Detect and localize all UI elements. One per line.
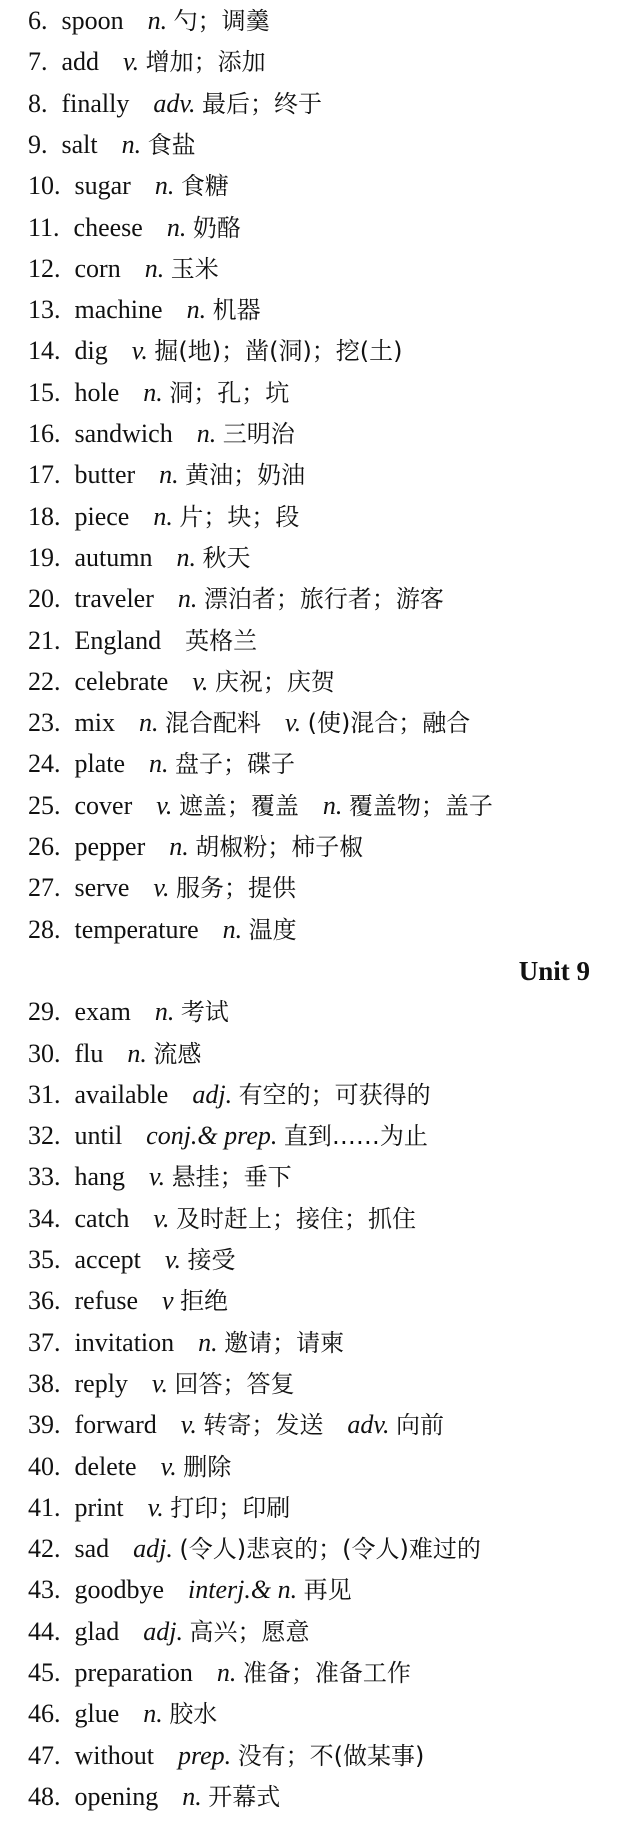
chinese-meaning: 玉米 <box>170 254 219 283</box>
vocab-entry <box>28 6 270 36</box>
definition <box>182 1782 280 1812</box>
part-of-speech: v. <box>147 1492 171 1522</box>
vocab-entry <box>28 1741 424 1771</box>
definition <box>153 89 322 119</box>
vocab-entry <box>28 460 305 490</box>
english-word: salt <box>61 129 98 159</box>
part-of-speech: v. <box>284 708 308 738</box>
definition <box>197 419 295 449</box>
english-word: reply <box>74 1368 128 1398</box>
definition <box>145 254 219 284</box>
chinese-meaning: 流感 <box>153 1039 202 1068</box>
part-of-speech: n. <box>222 914 249 944</box>
chinese-meaning: 增加；添加 <box>145 48 266 77</box>
chinese-meaning: 删除 <box>183 1452 232 1481</box>
english-word: without <box>74 1740 154 1770</box>
vocab-entry <box>28 1617 310 1647</box>
vocab-entry <box>28 708 470 738</box>
english-word: cheese <box>73 212 143 242</box>
english-word: hang <box>74 1162 126 1192</box>
english-word: plate <box>74 749 126 779</box>
definition <box>155 171 229 201</box>
english-word: available <box>74 1079 169 1109</box>
chinese-meaning: 三明治 <box>222 420 295 448</box>
chinese-meaning: 胡椒粉；柿子椒 <box>195 833 364 861</box>
chinese-meaning: 混合配料 <box>164 709 261 738</box>
english-word: cover <box>74 790 133 820</box>
definition <box>192 1080 430 1110</box>
definition <box>149 1162 292 1192</box>
part-of-speech: v. <box>160 1451 184 1481</box>
english-word: pepper <box>74 832 146 861</box>
part-of-speech: v. <box>131 336 155 366</box>
entry-number: 39. <box>28 1410 61 1440</box>
definition <box>156 791 299 821</box>
vocab-entry <box>28 667 335 697</box>
definition <box>132 336 403 366</box>
part-of-speech: v. <box>156 790 179 820</box>
part-of-speech: adv. <box>153 88 202 118</box>
chinese-meaning: 回答；答复 <box>174 1369 295 1398</box>
vocab-entry <box>28 1162 292 1192</box>
part-of-speech: n. <box>153 501 180 531</box>
definition <box>148 6 270 36</box>
english-word: spoon <box>61 6 124 35</box>
entry-number: 22. <box>28 666 61 696</box>
part-of-speech: v. <box>123 47 146 77</box>
vocab-entry <box>28 1286 228 1316</box>
entry-number: 21. <box>28 625 61 655</box>
entry-number: 10. <box>28 171 61 201</box>
english-word: catch <box>74 1203 130 1233</box>
chinese-meaning: 考试 <box>180 998 229 1027</box>
vocab-entry <box>28 1782 280 1812</box>
vocab-entry <box>28 832 363 862</box>
english-word: invitation <box>74 1327 175 1357</box>
chinese-meaning: 直到……为止 <box>283 1122 428 1151</box>
part-of-speech: v. <box>180 1410 204 1440</box>
chinese-meaning: 机器 <box>212 296 261 325</box>
chinese-meaning: 英格兰 <box>185 626 258 655</box>
entry-number: 9. <box>28 129 48 159</box>
part-of-speech: n. <box>177 584 204 614</box>
vocab-entry <box>28 543 251 573</box>
part-of-speech: n. <box>147 6 174 35</box>
vocab-entry <box>28 997 229 1027</box>
chinese-meaning: 拒绝 <box>180 1287 229 1316</box>
definition <box>178 584 444 614</box>
vocab-entry <box>28 791 493 821</box>
vocab-entry <box>28 873 296 903</box>
entry-number: 40. <box>28 1451 61 1481</box>
part-of-speech: interj.& n. <box>188 1575 304 1605</box>
chinese-meaning: 奶酪 <box>192 213 241 242</box>
vocab-entry <box>28 1575 352 1605</box>
entry-number: 34. <box>28 1203 61 1233</box>
entry-number: 41. <box>28 1492 61 1522</box>
english-word: autumn <box>74 542 153 572</box>
english-word: delete <box>74 1451 137 1481</box>
vocab-entry <box>28 1245 236 1275</box>
vocab-entry <box>28 1493 290 1523</box>
chinese-meaning: 邀请；请柬 <box>224 1328 345 1357</box>
vocab-entry <box>28 336 403 366</box>
entry-number: 15. <box>28 377 61 407</box>
english-word: until <box>74 1121 123 1151</box>
chinese-meaning: 勺；调羹 <box>173 7 270 35</box>
entry-number: 26. <box>28 832 61 861</box>
part-of-speech: n. <box>196 419 223 448</box>
chinese-meaning: 悬挂；垂下 <box>171 1163 292 1192</box>
english-word: dig <box>74 336 108 366</box>
vocab-entry <box>28 1452 231 1482</box>
entry-number: 46. <box>28 1699 61 1729</box>
english-word: preparation <box>74 1658 193 1687</box>
entry-number: 31. <box>28 1079 61 1109</box>
chinese-meaning: 没有；不(做某事) <box>237 1741 425 1770</box>
part-of-speech: v. <box>153 1203 176 1233</box>
entry-number: 25. <box>28 790 61 820</box>
vocab-entry <box>28 915 297 945</box>
english-word: piece <box>74 501 130 531</box>
vocab-entry <box>28 1328 344 1358</box>
vocab-entry <box>28 47 266 77</box>
chinese-meaning: 秋天 <box>202 543 251 572</box>
definition <box>187 295 261 325</box>
entry-number: 7. <box>28 47 48 77</box>
part-of-speech: n. <box>149 749 176 779</box>
english-word: traveler <box>74 584 154 614</box>
definition <box>162 1286 228 1316</box>
entry-number: 36. <box>28 1286 61 1316</box>
definition <box>148 1493 291 1523</box>
vocab-entry <box>28 626 257 656</box>
chinese-meaning: 温度 <box>248 915 297 944</box>
part-of-speech: adj. <box>143 1616 190 1646</box>
english-word: opening <box>74 1781 159 1811</box>
entry-number: 32. <box>28 1121 61 1151</box>
definition <box>169 832 363 862</box>
chinese-meaning: 遮盖；覆盖 <box>178 791 299 820</box>
vocab-entry <box>28 502 299 532</box>
entry-number: 43. <box>28 1575 61 1605</box>
definition <box>149 749 295 779</box>
entry-number: 27. <box>28 873 61 903</box>
chinese-meaning: 接受 <box>187 1246 236 1274</box>
entry-number: 17. <box>28 460 61 490</box>
part-of-speech: n. <box>154 997 181 1027</box>
definition <box>223 915 297 945</box>
part-of-speech: n. <box>182 1781 209 1811</box>
definition <box>217 1658 411 1688</box>
part-of-speech: v. <box>153 873 176 903</box>
entry-number: 23. <box>28 708 61 738</box>
chinese-meaning: 开幕式 <box>208 1782 281 1811</box>
vocab-entry <box>28 378 289 408</box>
vocab-entry <box>28 1658 411 1688</box>
vocab-entry <box>28 584 444 614</box>
english-word: mix <box>74 708 115 738</box>
vocab-entry <box>28 1039 201 1069</box>
english-word: print <box>74 1492 124 1522</box>
vocab-entry <box>28 254 219 284</box>
entry-number: 28. <box>28 914 61 944</box>
part-of-speech: adv. <box>347 1410 397 1440</box>
vocab-entry <box>28 130 196 160</box>
definition <box>143 378 289 408</box>
definition <box>198 1328 344 1358</box>
part-of-speech: n. <box>216 1658 243 1687</box>
entry-number: 13. <box>28 295 61 325</box>
unit-heading: Unit 9 <box>518 955 590 986</box>
entry-number: 6. <box>28 6 48 35</box>
part-of-speech: v. <box>192 666 215 696</box>
definition <box>192 667 335 697</box>
part-of-speech: n. <box>127 1038 154 1068</box>
part-of-speech: v <box>162 1286 181 1316</box>
definition <box>285 708 470 738</box>
definition <box>155 997 229 1027</box>
part-of-speech: n. <box>176 542 203 572</box>
chinese-meaning: 打印；印刷 <box>170 1493 291 1522</box>
english-word: glad <box>74 1616 120 1646</box>
english-word: add <box>61 47 100 77</box>
vocab-entry <box>28 1204 416 1234</box>
part-of-speech: n. <box>198 1327 225 1357</box>
chinese-meaning: 有空的；可获得的 <box>238 1080 431 1109</box>
part-of-speech: n. <box>169 832 196 861</box>
definition <box>185 626 257 656</box>
definition <box>133 1534 481 1564</box>
english-word: accept <box>74 1245 141 1274</box>
vocab-entry <box>28 749 295 779</box>
english-word: serve <box>74 873 130 903</box>
chinese-meaning: 庆祝；庆贺 <box>214 667 335 696</box>
part-of-speech: n. <box>322 790 349 820</box>
part-of-speech: v. <box>164 1245 188 1274</box>
entry-number: 42. <box>28 1534 61 1564</box>
chinese-meaning: 洞；孔；坑 <box>169 378 290 407</box>
english-word: corn <box>74 253 121 283</box>
definition <box>165 1245 236 1275</box>
english-word: flu <box>74 1038 104 1068</box>
chinese-meaning: 转寄；发送 <box>203 1411 324 1440</box>
definition <box>177 543 251 573</box>
definition <box>146 1121 428 1151</box>
vocab-entry <box>28 419 295 449</box>
english-word: temperature <box>74 914 199 944</box>
entry-number: 14. <box>28 336 61 366</box>
part-of-speech: n. <box>154 171 181 201</box>
chinese-meaning: 食糖 <box>180 172 229 201</box>
definition <box>178 1741 424 1771</box>
english-word: refuse <box>74 1286 139 1316</box>
english-word: hole <box>74 377 120 407</box>
definition <box>161 1452 232 1482</box>
vocab-entry <box>28 1534 481 1564</box>
definition <box>153 1204 416 1234</box>
english-word: forward <box>74 1410 157 1440</box>
vocab-entry <box>28 1410 444 1440</box>
entry-number: 19. <box>28 542 61 572</box>
vocab-entry <box>28 1080 431 1110</box>
chinese-meaning: 服务；提供 <box>175 874 296 903</box>
chinese-meaning: 胶水 <box>169 1700 218 1729</box>
entry-number: 38. <box>28 1368 61 1398</box>
part-of-speech: n. <box>143 377 170 407</box>
entry-number: 45. <box>28 1658 61 1687</box>
part-of-speech: v. <box>149 1162 172 1192</box>
english-word: celebrate <box>74 666 169 696</box>
entry-number: 11. <box>28 212 60 242</box>
entry-number: 30. <box>28 1038 61 1068</box>
definition <box>188 1575 352 1605</box>
entry-number: 47. <box>28 1740 61 1770</box>
definition <box>347 1410 444 1440</box>
vocab-entry <box>28 295 261 325</box>
entry-number: 29. <box>28 997 61 1027</box>
part-of-speech: n. <box>186 295 213 325</box>
definition <box>143 1617 309 1647</box>
english-word: machine <box>74 295 163 325</box>
chinese-meaning: (使)混合；融合 <box>307 709 471 738</box>
chinese-meaning: 盘子；碟子 <box>175 750 296 779</box>
part-of-speech: n. <box>121 129 148 159</box>
vocab-entry <box>28 171 229 201</box>
english-word: England <box>74 625 162 655</box>
part-of-speech: n. <box>159 460 186 490</box>
part-of-speech: adj. <box>192 1079 239 1109</box>
definition <box>181 1410 324 1440</box>
definition <box>139 708 261 738</box>
definition <box>143 1699 217 1729</box>
part-of-speech: n. <box>166 212 193 242</box>
definition <box>152 1369 295 1399</box>
part-of-speech: prep. <box>177 1740 238 1770</box>
chinese-meaning: 漂泊者；旅行者；游客 <box>203 585 444 614</box>
chinese-meaning: 准备；准备工作 <box>242 1659 411 1687</box>
entry-number: 8. <box>28 88 48 118</box>
english-word: exam <box>74 997 131 1027</box>
chinese-meaning: 再见 <box>303 1576 352 1605</box>
english-word: sad <box>74 1534 110 1564</box>
vocab-entry <box>28 1121 428 1151</box>
part-of-speech: adj. <box>133 1534 180 1564</box>
entry-number: 37. <box>28 1327 61 1357</box>
definition <box>122 130 196 160</box>
definition <box>167 213 241 243</box>
vocab-entry <box>28 1699 217 1729</box>
entry-number: 12. <box>28 253 61 283</box>
entry-number: 20. <box>28 584 61 614</box>
entry-number: 16. <box>28 419 61 448</box>
english-word: sandwich <box>74 419 173 448</box>
chinese-meaning: 最后；终于 <box>202 89 322 118</box>
entry-number: 44. <box>28 1616 61 1646</box>
vocab-entry <box>28 89 322 119</box>
entry-number: 24. <box>28 749 61 779</box>
entry-number: 35. <box>28 1245 61 1274</box>
definition <box>153 502 299 532</box>
english-word: butter <box>74 460 136 490</box>
entry-number: 18. <box>28 501 61 531</box>
vocab-entry <box>28 1369 295 1399</box>
entry-number: 33. <box>28 1162 61 1192</box>
definition <box>123 47 266 77</box>
definition <box>159 460 305 490</box>
definition <box>127 1039 201 1069</box>
english-word: goodbye <box>74 1575 165 1605</box>
chinese-meaning: 覆盖物；盖子 <box>348 791 493 820</box>
chinese-meaning: 向前 <box>396 1411 445 1440</box>
chinese-meaning: 高兴；愿意 <box>189 1617 310 1646</box>
chinese-meaning: 片；块；段 <box>179 502 300 531</box>
definition <box>153 873 296 903</box>
chinese-meaning: 食盐 <box>147 130 196 159</box>
part-of-speech: conj.& prep. <box>146 1121 284 1151</box>
definition <box>323 791 493 821</box>
vocab-entry <box>28 213 241 243</box>
chinese-meaning: 掘(地)；凿(洞)；挖(土) <box>154 337 403 366</box>
english-word: finally <box>61 88 130 118</box>
part-of-speech: n. <box>143 1699 170 1729</box>
chinese-meaning: 黄油；奶油 <box>185 461 306 490</box>
entry-number: 48. <box>28 1781 61 1811</box>
chinese-meaning: 及时赶上；接住；抓住 <box>175 1204 416 1233</box>
part-of-speech: n. <box>144 253 171 283</box>
part-of-speech: n. <box>138 708 165 738</box>
english-word: sugar <box>74 171 131 201</box>
english-word: glue <box>74 1699 120 1729</box>
part-of-speech: v. <box>151 1368 175 1398</box>
chinese-meaning: (令人)悲哀的；(令人)难过的 <box>179 1535 481 1564</box>
